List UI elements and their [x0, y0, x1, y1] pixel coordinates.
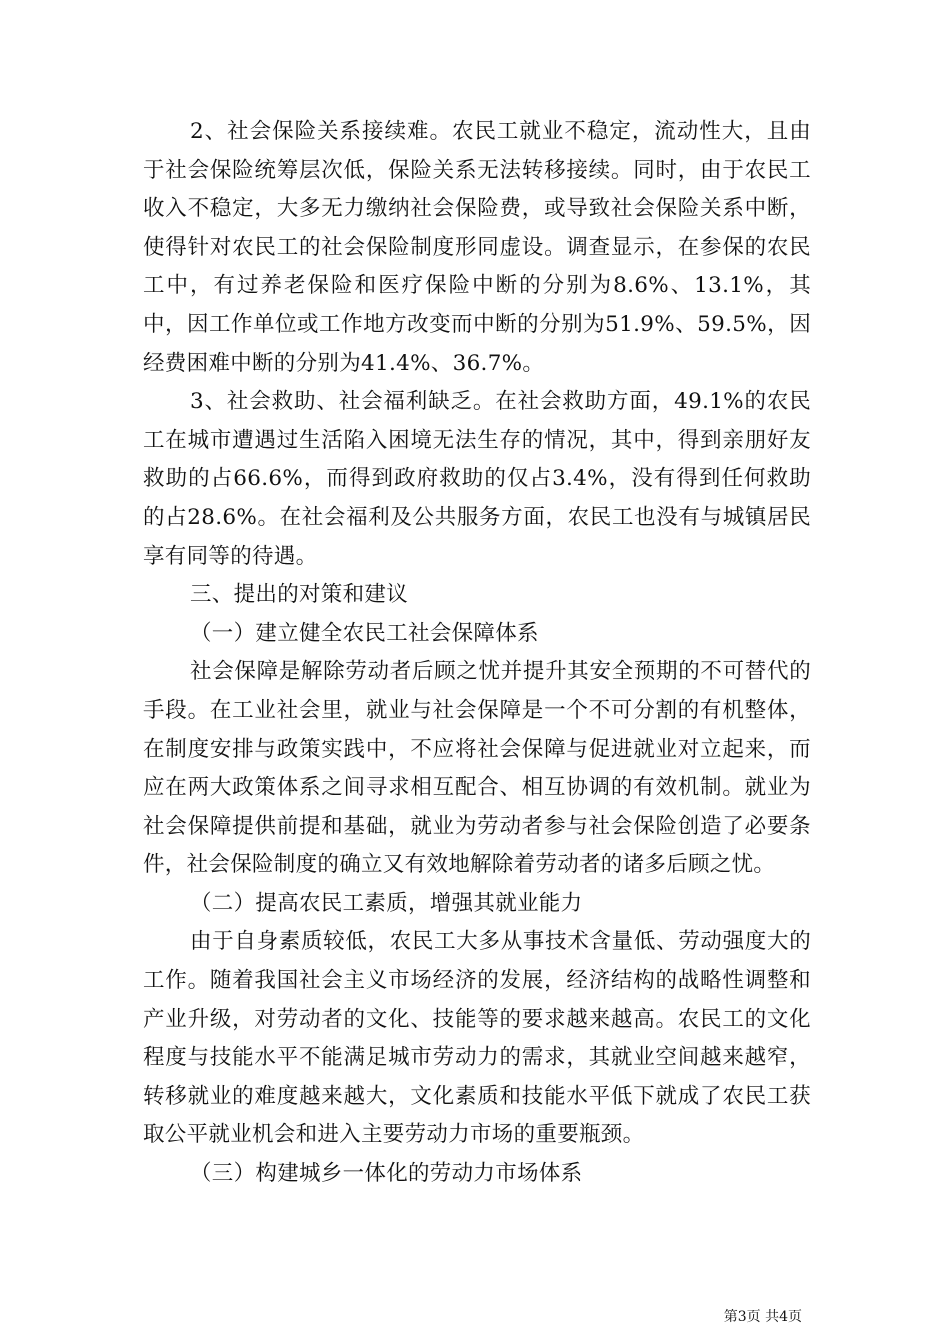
subheading-labor-market: （三）构建城乡一体化的劳动力市场体系: [190, 1161, 583, 1187]
subheading-social-security-system: （一）建立健全农民工社会保障体系: [190, 620, 539, 646]
paragraph-worker-quality: 由于自身素质较低，农民工大多从事技术含量低、劳动强度大的工作。随着我国社会主义市场经济的发展，经济结构的战略性调整和产业升级，对劳动者的文化、技能等的要求越来越高。农民工的文化程度与技能水平不能满足城市劳动力的需求，其就业空间越来越窄，转移就业的难度越来越大，文化素质和技能水平低下就成了农民工获取公平就业机会和进入主要劳动力市场的重要瓶颈。: [143, 929, 811, 1148]
subheading-worker-quality: （二）提高农民工素质，增强其就业能力: [190, 890, 583, 916]
paragraph-social-security: 社会保障是解除劳动者后顾之忧并提升其安全预期的不可替代的手段。在工业社会里，就业与社会保障是一个不可分割的有机整体，在制度安排与政策实践中，不应将社会保障与促进就业对立起来，而应在两大政策体系之间寻求相互配合、相互协调的有效机制。就业为社会保障提供前提和基础，就业为劳动者参与社会保险创造了必要条件，社会保险制度的确立又有效地解除着劳动者的诸多后顾之忧。: [143, 659, 811, 878]
paragraph-social-insurance-transfer: 2、社会保险关系接续难。农民工就业不稳定，流动性大，且由于社会保险统筹层次低，保险关系无法转移接续。同时，由于农民工收入不稳定，大多无力缴纳社会保险费，或导致社会保险关系中断，使得针对农民工的社会保险制度形同虚设。调查显示，在参保的农民工中，有过养老保险和医疗保险中断的分别为8.6%、13.1%，其中，因工作单位或工作地方改变而中断的分别为51.9%、59.5%，因经费困难中断的分别为41.4%、36.7%。: [143, 119, 811, 376]
page-number-footer: 第3页 共4页: [723, 1309, 802, 1325]
document-body: [143, 113, 811, 1194]
section-heading-countermeasures: 三、提出的对策和建议: [190, 582, 409, 608]
paragraph-social-assistance: 3、社会救助、社会福利缺乏。在社会救助方面，49.1%的农民工在城市遭遇过生活陷入困境无法生存的情况，其中，得到亲朋好友救助的占66.6%，而得到政府救助的仅占3.4%，没有得到任何救助的占28.6%。在社会福利及公共服务方面，农民工也没有与城镇居民享有同等的待遇。: [143, 389, 811, 569]
